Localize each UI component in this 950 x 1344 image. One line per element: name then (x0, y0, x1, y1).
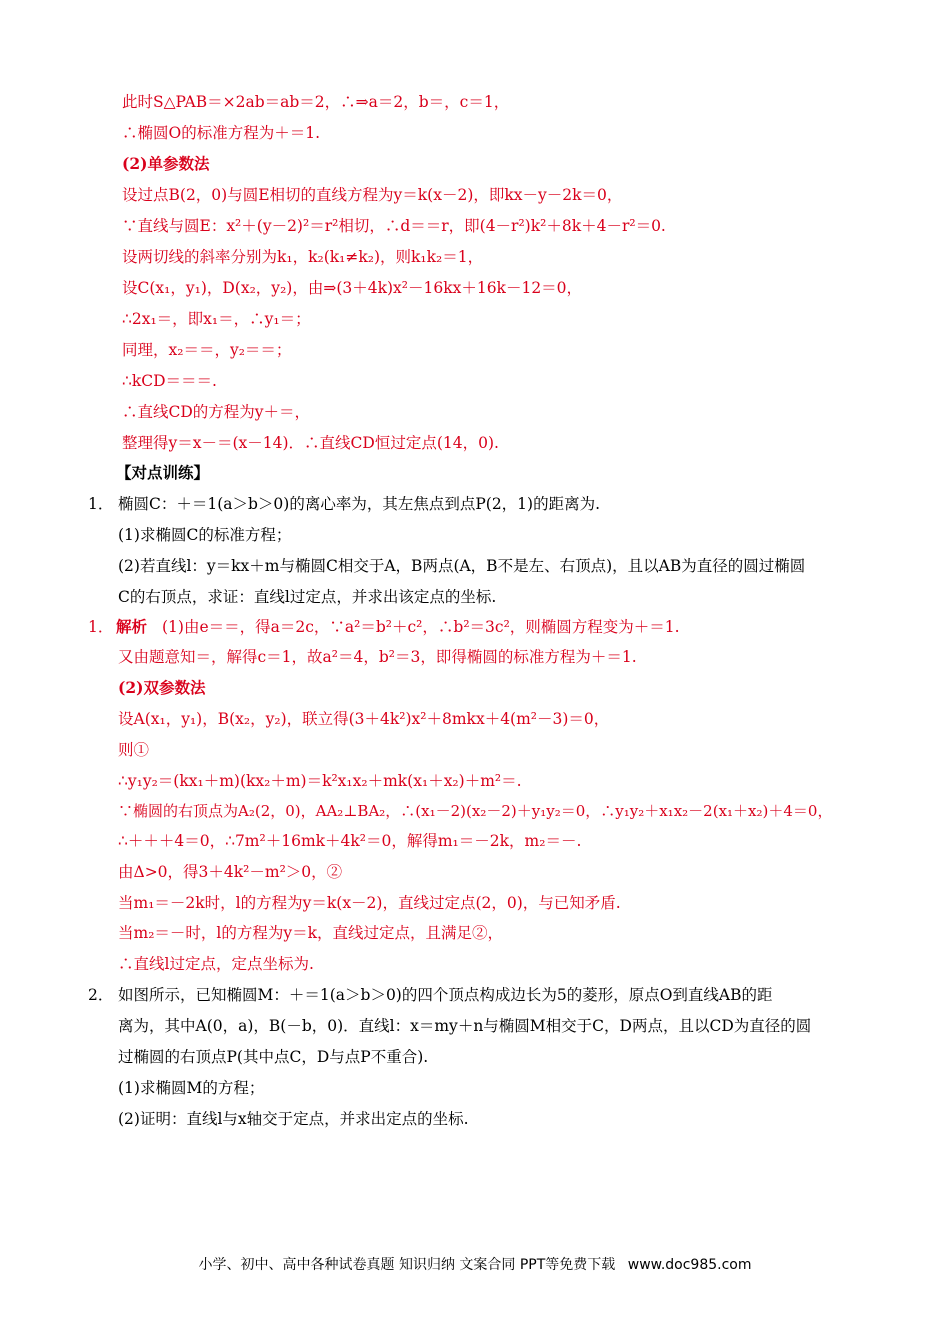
solution-line: (1)由e＝＝，得a＝2c，∵a²＝b²＋c²，∴b²＝3c²，则椭圆方程变为＋＝1. (162, 618, 680, 636)
solution-line: ∵直线与圆E：x²＋(y－2)²＝r²相切，∴d＝＝r，即(4－r²)k²＋8k＋4－r²＝0. (122, 217, 666, 235)
method-heading: (2)双参数法 (118, 678, 206, 697)
solution-line: 整理得y＝x－＝(x－14)．∴直线CD恒过定点(14，0). (122, 434, 499, 452)
problem-line: 椭圆C：＋＝1(a＞b＞0)的离心率为，其左焦点到点P(2，1)的距离为. (118, 495, 601, 513)
solution-line: ∵椭圆的右顶点为A₂(2，0)，AA₂⊥BA₂，∴(x₁－2)(x₂－2)＋y₁y₂＝0，∴y₁y₂＋x₁x₂－2(x₁＋x₂)＋4＝0， (118, 802, 833, 820)
solution-line: 当m₁＝－2k时，l的方程为y＝k(x－2)，直线过定点(2，0)，与已知矛盾. (118, 894, 621, 912)
section-heading: 【对点训练】 (116, 463, 210, 482)
solution-line: ∴2x₁＝，即x₁＝，∴y₁＝； (122, 310, 311, 328)
solution-line: 设C(x₁，y₁)，D(x₂，y₂)，由⇒(3＋4k)x²－16kx＋16k－12＝0， (122, 279, 583, 297)
solution-line: ∴y₁y₂＝(kx₁＋m)(kx₂＋m)＝k²x₁x₂＋mk(x₁＋x₂)＋m²＝. (118, 772, 522, 790)
solution-line: ∴椭圆O的标准方程为＋＝1. (122, 124, 320, 142)
solution-line: 当m₂＝－时，l的方程为y＝k，直线过定点，且满足②， (118, 924, 504, 942)
problem-number: 1． (88, 495, 114, 513)
solution-line: 同理，x₂＝＝，y₂＝＝； (122, 341, 292, 359)
solution-line: 设过点B(2，0)与圆E相切的直线方程为y＝k(x－2)，即kx－y－2k＝0， (122, 186, 623, 204)
solution-line: 则① (118, 741, 150, 759)
solution-line: ∴直线l过定点，定点坐标为. (118, 955, 314, 973)
solution-line: 此时S△PAB＝×2ab＝ab＝2，∴⇒a＝2，b＝，c＝1， (122, 93, 510, 111)
solution-line: 由Δ>0，得3＋4k²－m²＞0，② (118, 863, 343, 881)
problem-line: (2)证明：直线l与x轴交于定点，并求出定点的坐标. (118, 1110, 469, 1128)
problem-number: 2． (88, 986, 114, 1004)
solution-line: ∴kCD＝＝＝. (122, 372, 217, 390)
problem-line: (1)求椭圆M的方程； (118, 1079, 265, 1097)
footer-text: 小学、初中、高中各种试卷真题 知识归纳 文案合同 PPT等免费下载 (198, 1257, 616, 1273)
footer-link[interactable]: www.doc985.com (627, 1257, 752, 1273)
problem-line: 过椭圆的右顶点P(其中点C，D与点P不重合). (118, 1048, 429, 1066)
solution-label: 解析 (116, 617, 148, 636)
solution-line: ∴直线CD的方程为y＋＝， (122, 403, 311, 421)
solution-line: 设A(x₁，y₁)，B(x₂，y₂)，联立得(3＋4k²)x²＋8mkx＋4(m²－3)＝0， (118, 710, 610, 728)
solution-line: 设两切线的斜率分别为k₁，k₂(k₁≠k₂)，则k₁k₂＝1， (122, 248, 484, 266)
problem-line: C的右顶点，求证：直线l过定点，并求出该定点的坐标. (118, 588, 497, 606)
problem-line: 离为，其中A(0，a)，B(－b，0)．直线l：x＝my＋n与椭圆M相交于C，D两点，且以CD为直径的圆 (118, 1017, 812, 1035)
method-heading: (2)单参数法 (122, 154, 210, 173)
solution-number: 1． (88, 618, 114, 636)
page-footer (0, 1254, 950, 1274)
solution-line: 又由题意知＝，解得c＝1，故a²＝4，b²＝3，即得椭圆的标准方程为＋＝1. (118, 648, 637, 666)
problem-line: (1)求椭圆C的标准方程； (118, 526, 292, 544)
solution-line: ∴＋＋＋4＝0，∴7m²＋16mk＋4k²＝0，解得m₁＝－2k，m₂＝－. (118, 832, 582, 850)
problem-line: 如图所示，已知椭圆M：＋＝1(a＞b＞0)的四个顶点构成边长为5的菱形，原点O到直线AB的距 (118, 986, 773, 1004)
problem-line: (2)若直线l：y＝kx＋m与椭圆C相交于A，B两点(A，B不是左、右顶点)，且以AB为直径的圆过椭圆 (118, 557, 806, 575)
